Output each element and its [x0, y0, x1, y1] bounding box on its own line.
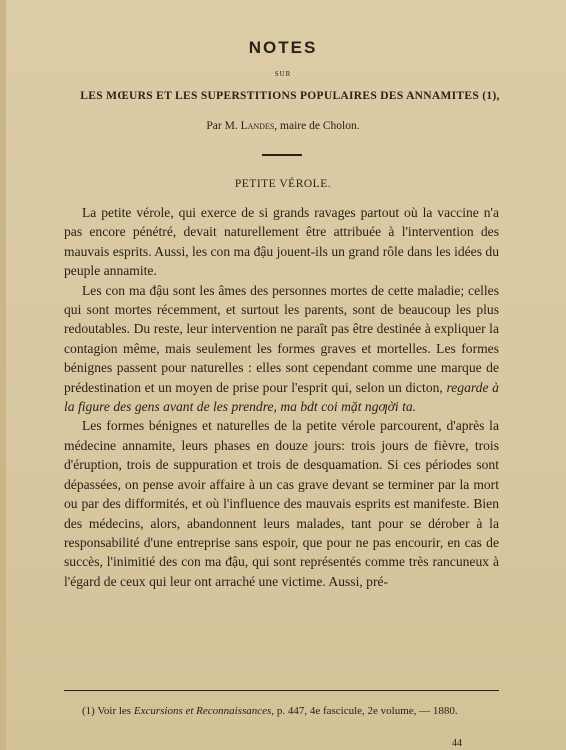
paragraph-2-dicton: regarde à la figure des gens avant de les prendre, ma bdt coi mặt ngƣời ta. [64, 379, 499, 415]
page-title: NOTES [248, 38, 318, 57]
author-prefix: Par M. [206, 120, 241, 132]
page-edge [0, 0, 6, 750]
page-number: 44 [452, 738, 462, 749]
author-line [0, 120, 566, 132]
footnote-title: Excursions et Reconnaissances [133, 705, 272, 717]
paragraph-3: Les formes bénignes et naturelles de la petite vérole parcourent, d'après la médecine annamite, leurs phases en douze jours: trois jours de fièvre, trois d'éruption, trois de suppuration et trois de desquamation. Si ces périodes sont dépassées, on pense avoir affaire à un cas grave devant se terminer par la mort ou par des difformités, et où l'influence des mauvais esprits est manifeste. Bien des médecins, alors, abandonnent leurs malades, tant pour se dérober à la responsabilité d'une entreprise sans espoir, que pour ne pas encourir, en cas de succès, l'inimitié des con ma đậu, qui sont représentés comme très rancuneux à l'égard de ceux qui leur ont arraché une victime. Aussi, pré- [64, 418, 499, 589]
paragraph-2 [64, 281, 499, 417]
footnote [64, 704, 499, 719]
body-text [64, 203, 499, 591]
footnote-suffix: , p. 447, 4e fascicule, 2e volume, — 1880. [271, 705, 458, 717]
title-connector: SUR [274, 70, 292, 78]
section-title: PETITE VÉROLE. [234, 178, 332, 190]
title-divider [262, 154, 302, 156]
paragraph-2-text: Les con ma đậu sont les âmes des personnes mortes de cette maladie; celles qui sont mortes récemment, et surtout les parents, sont de beaucoup les plus redoutables. Du reste, leur intervention ne paraît pas être destinée à expliquer la contagion même, mais seulement les formes graves et mortelles. Les formes bénignes passent pour naturelles : elles sont cependant comme une marque de prédestination et un moyen de prise pour l'esprit qui, selon un dicton, [64, 282, 499, 395]
footnote-divider [64, 690, 499, 691]
author-name: Landes [240, 120, 275, 132]
author-suffix: , maire de Cholon. [274, 120, 360, 132]
article-subtitle: LES MŒURS ET LES SUPERSTITIONS POPULAIRES DES ANNAMITES (1), [80, 90, 500, 102]
paragraph-1: La petite vérole, qui exerce de si grands ravages partout où la vaccine n'a pas encore pénétré, devait naturellement être attribuée à l'intervention des mauvais esprits. Aussi, les con ma đậu jouent-ils un grand rôle dans les idées du peuple annamite. [64, 205, 499, 279]
footnote-prefix: (1) Voir les [82, 705, 134, 717]
